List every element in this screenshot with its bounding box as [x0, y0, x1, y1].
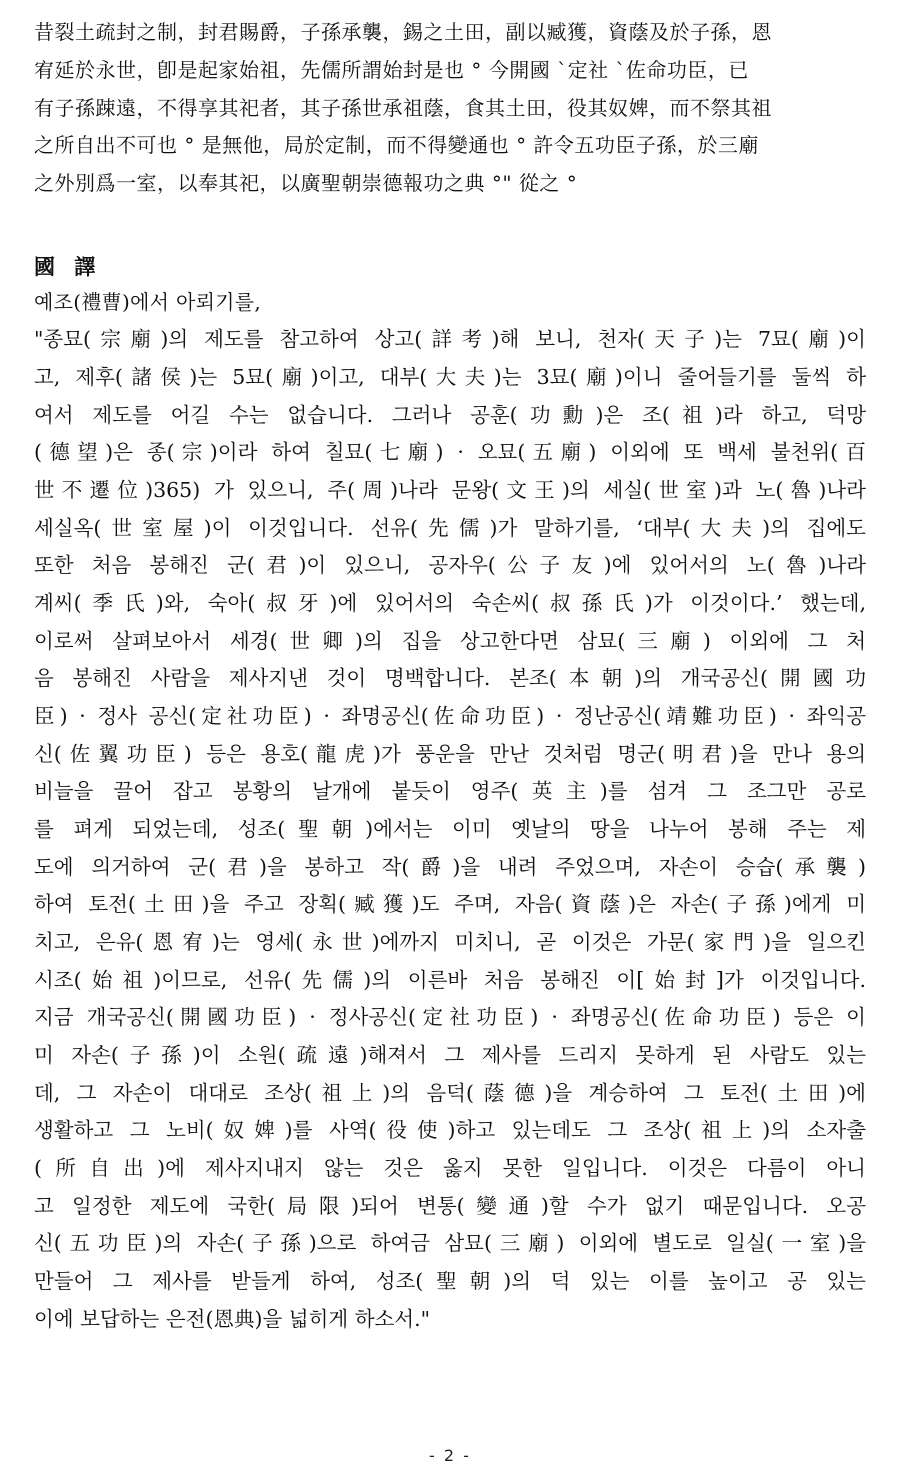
translation-line: 만들어 그 제사를 받들게 하여, 성조(聖朝)의 덕 있는 이를 높이고 공 있는 [34, 1268, 866, 1293]
translation-line: 비늘을 끌어 잡고 봉황의 날개에 붙듯이 영주(英主)를 섬겨 그 조그만 공로 [34, 779, 866, 804]
document-page [34, 14, 866, 1338]
translation-line: 시조(始祖)이므로, 선유(先儒)의 이른바 처음 봉해진 이[始封]가 이것입니다. [34, 967, 866, 992]
translation-line: 데, 그 자손이 대대로 조상(祖上)의 음덕(蔭德)을 계승하여 그 토전(土田)에 [34, 1080, 866, 1105]
translation-line: 여서 제도를 어길 수는 없습니다. 그러나 공훈(功勳)은 조(祖)라 하고, 덕망 [34, 402, 866, 427]
translation-line: 미 자손(子孫)이 소원(疏遠)해져서 그 제사를 드리지 못하게 된 사람도 있는 [34, 1042, 866, 1067]
page-number: - 2 - [429, 1446, 471, 1465]
translation-intro: 예조(禮曹)에서 아뢰기를, [34, 289, 262, 314]
classical-line: 宥延於永世，卽是起家始祖，先儒所謂始封是也 ° 今開國 `定社 `佐命功臣，已 [34, 57, 749, 82]
classical-line: 之所自出不可也 ° 是無他，局於定制，而不得變通也 ° 許令五功臣子孫，於三廟 [34, 133, 759, 158]
translation-line: 이에 보답하는 은전(恩典)을 넓히게 하소서." [34, 1306, 431, 1331]
translation-line: 世不遷位)365) 가 있으니, 주(周)나라 문왕(文王)의 세실(世室)과 노(魯)나라 [34, 478, 866, 503]
translation-line: (德望)은 종(宗)이라 하여 칠묘(七廟) · 오묘(五廟) 이외에 또 백세 불천위(百 [34, 440, 866, 465]
classical-line: 昔裂土疏封之制，封君賜爵，子孫承襲，錫之土田，副以臧獲，資蔭及於子孫，恩 [34, 20, 772, 44]
classical-line: 有子孫踈遠，不得享其祀者，其子孫世承祖蔭，食其土田，役其奴婢，而不祭其祖 [34, 95, 772, 120]
translation-line: 계씨(季氏)와, 숙아(叔牙)에 있어서의 숙손씨(叔孫氏)가 이것이다.’ 했는데, [34, 591, 866, 616]
translation-line: 도에 의거하여 군(君)을 봉하고 작(爵)을 내려 주었으며, 자손이 승습(承襲) [34, 854, 866, 879]
korean-translation [34, 321, 866, 1338]
translation-line: 음 봉해진 사람을 제사지낸 것이 명백합니다. 본조(本朝)의 개국공신(開國功 [34, 666, 866, 691]
translation-line: (所自出)에 제사지내지 않는 것은 옳지 못한 일입니다. 이것은 다름이 아니 [34, 1155, 866, 1180]
translation-line: 하여 토전(土田)을 주고 장획(臧獲)도 주며, 자음(資蔭)은 자손(子孫)에게 미 [34, 892, 866, 917]
translation-line: 臣) · 정사 공신(定社功臣) · 좌명공신(佐命功臣) · 정난공신(靖難功臣) · 좌익공 [34, 704, 866, 729]
translation-line: 를 펴게 되었는데, 성조(聖朝)에서는 이미 옛날의 땅을 나누어 봉해 주는 제 [34, 817, 866, 842]
translation-line: 지금 개국공신(開國功臣) · 정사공신(定社功臣) · 좌명공신(佐命功臣) 등은 이 [34, 1005, 866, 1030]
translation-line: 신(五功臣)의 자손(子孫)으로 하여금 삼묘(三廟) 이외에 별도로 일실(一室)을 [34, 1231, 866, 1256]
translation-line: "종묘(宗廟)의 제도를 참고하여 상고(詳考)해 보니, 천자(天子)는 7묘(廟)이 [34, 327, 866, 352]
translation-line: 치고, 은유(恩宥)는 영세(永世)에까지 미치니, 곧 이것은 가문(家門)을 일으킨 [34, 929, 866, 954]
translation-line: 고, 제후(諸侯)는 5묘(廟)이고, 대부(大夫)는 3묘(廟)이니 줄어들기를 둘씩 하 [34, 365, 866, 390]
classical-line: 之外別爲一室，以奉其祀，以廣聖朝崇德報功之典 °" 從之 ° [34, 171, 578, 196]
translation-line: 신(佐翼功臣) 등은 용호(龍虎)가 풍운을 만난 것처럼 명군(明君)을 만나 용의 [34, 741, 866, 766]
translation-line: 세실옥(世室屋)이 이것입니다. 선유(先儒)가 말하기를, ‘대부(大夫)의 집에도 [34, 515, 866, 540]
translation-line: 고 일정한 제도에 국한(局限)되어 변통(變通)할 수가 없기 때문입니다. 오공 [34, 1193, 866, 1218]
translation-line: 이로써 살펴보아서 세경(世卿)의 집을 상고한다면 삼묘(三廟) 이외에 그 처 [34, 628, 866, 653]
translation-line: 또한 처음 봉해진 군(君)이 있으니, 공자우(公子友)에 있어서의 노(魯)나라 [34, 553, 866, 578]
translation-heading: 國 譯 [34, 253, 102, 279]
translation-line: 생활하고 그 노비(奴婢)를 사역(役使)하고 있는데도 그 조상(祖上)의 소자출 [34, 1118, 866, 1143]
classical-chinese-passage [34, 14, 866, 203]
